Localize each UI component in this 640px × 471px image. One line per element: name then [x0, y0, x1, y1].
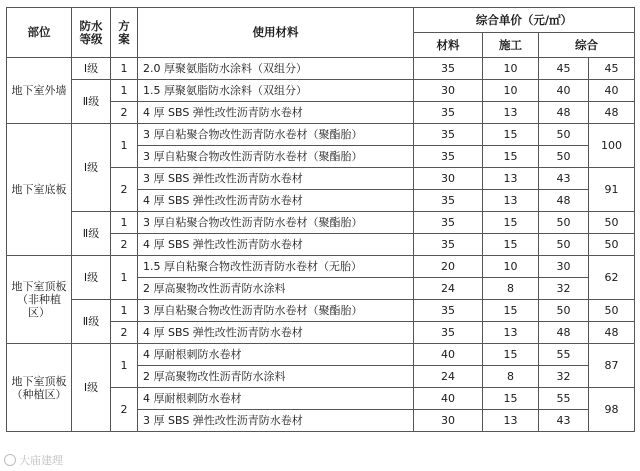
- grade-cell: Ⅰ级: [72, 344, 111, 432]
- labor-cell: 15: [483, 344, 539, 366]
- sum-cell: 48: [589, 102, 635, 124]
- table-row: [7, 80, 635, 102]
- grade-cell: Ⅱ级: [72, 212, 111, 256]
- scheme-cell: 2: [111, 102, 138, 124]
- total-cell: 50: [539, 234, 589, 256]
- total-cell: 50: [539, 124, 589, 146]
- scheme-cell: 2: [111, 322, 138, 344]
- total-cell: 55: [539, 388, 589, 410]
- total-cell: 48: [539, 322, 589, 344]
- material-cell: 3 厚 SBS 弹性改性沥青防水卷材: [138, 168, 414, 190]
- mat-cost-cell: 40: [414, 388, 483, 410]
- mat-cost-cell: 24: [414, 278, 483, 300]
- header-total: 综合: [539, 33, 635, 58]
- mat-cost-cell: 35: [414, 58, 483, 80]
- material-cell: 3 厚自粘聚合物改性沥青防水卷材（聚酯胎）: [138, 124, 414, 146]
- table-row: [7, 124, 635, 146]
- material-cell: 2.0 厚聚氨脂防水涂料（双组分）: [138, 58, 414, 80]
- mat-cost-cell: 24: [414, 366, 483, 388]
- waterproofing-price-table: [6, 7, 635, 432]
- material-cell: 2 厚高聚物改性沥青防水涂料: [138, 278, 414, 300]
- part-cell: 地下室顶板 （种植区）: [7, 344, 72, 432]
- labor-cell: 8: [483, 366, 539, 388]
- sum-cell: 91: [589, 168, 635, 212]
- material-cell: 4 厚耐根刺防水卷材: [138, 344, 414, 366]
- material-cell: 3 厚自粘聚合物改性沥青防水卷材（聚酯胎）: [138, 212, 414, 234]
- material-cell: 2 厚高聚物改性沥青防水涂料: [138, 366, 414, 388]
- material-cell: 4 厚 SBS 弹性改性沥青防水卷材: [138, 102, 414, 124]
- material-cell: 4 厚 SBS 弹性改性沥青防水卷材: [138, 190, 414, 212]
- mat-cost-cell: 35: [414, 146, 483, 168]
- sum-cell: 50: [589, 300, 635, 322]
- mat-cost-cell: 35: [414, 212, 483, 234]
- labor-cell: 10: [483, 58, 539, 80]
- header-scheme: 方 案: [111, 8, 138, 58]
- material-cell: 3 厚自粘聚合物改性沥青防水卷材（聚酯胎）: [138, 300, 414, 322]
- mat-cost-cell: 30: [414, 80, 483, 102]
- total-cell: 30: [539, 256, 589, 278]
- scheme-cell: 1: [111, 300, 138, 322]
- sum-cell: 40: [589, 80, 635, 102]
- scheme-cell: 1: [111, 80, 138, 102]
- scheme-cell: 2: [111, 388, 138, 432]
- mat-cost-cell: 35: [414, 190, 483, 212]
- grade-cell: Ⅱ级: [72, 80, 111, 124]
- total-cell: 43: [539, 168, 589, 190]
- material-cell: 1.5 厚自粘聚合物改性沥青防水卷材（无胎）: [138, 256, 414, 278]
- material-cell: 1.5 厚聚氨脂防水涂料（双组分）: [138, 80, 414, 102]
- mat-cost-cell: 35: [414, 300, 483, 322]
- weibo-circle-icon: [4, 454, 16, 466]
- sum-cell: 50: [589, 234, 635, 256]
- table-row: [7, 344, 635, 366]
- labor-cell: 15: [483, 300, 539, 322]
- header-material: 使用材料: [138, 8, 414, 58]
- header-unit-price: 综合单价（元/㎡）: [414, 8, 635, 33]
- labor-cell: 13: [483, 168, 539, 190]
- grade-cell: Ⅰ级: [72, 124, 111, 212]
- total-cell: 40: [539, 80, 589, 102]
- sum-cell: 87: [589, 344, 635, 388]
- header-mat-cost: 材料: [414, 33, 483, 58]
- header-part: 部位: [7, 8, 72, 58]
- labor-cell: 15: [483, 146, 539, 168]
- sum-cell: 62: [589, 256, 635, 300]
- total-cell: 45: [539, 58, 589, 80]
- grade-cell: Ⅱ级: [72, 300, 111, 344]
- scheme-cell: 1: [111, 344, 138, 388]
- watermark: [4, 452, 63, 468]
- material-cell: 3 厚自粘聚合物改性沥青防水卷材（聚酯胎）: [138, 146, 414, 168]
- total-cell: 32: [539, 278, 589, 300]
- mat-cost-cell: 35: [414, 102, 483, 124]
- grade-cell: Ⅰ级: [72, 256, 111, 300]
- total-cell: 43: [539, 410, 589, 432]
- mat-cost-cell: 40: [414, 344, 483, 366]
- mat-cost-cell: 35: [414, 124, 483, 146]
- scheme-cell: 1: [111, 58, 138, 80]
- labor-cell: 13: [483, 102, 539, 124]
- sum-cell: 48: [589, 322, 635, 344]
- grade-cell: Ⅰ级: [72, 58, 111, 80]
- scheme-cell: 2: [111, 168, 138, 212]
- part-cell: 地下室顶板 （非种植 区）: [7, 256, 72, 344]
- total-cell: 50: [539, 146, 589, 168]
- scheme-cell: 1: [111, 212, 138, 234]
- part-cell: 地下室底板: [7, 124, 72, 256]
- material-cell: 3 厚 SBS 弹性改性沥青防水卷材: [138, 410, 414, 432]
- total-cell: 48: [539, 190, 589, 212]
- labor-cell: 8: [483, 278, 539, 300]
- labor-cell: 13: [483, 190, 539, 212]
- header-labor: 施工: [483, 33, 539, 58]
- mat-cost-cell: 30: [414, 410, 483, 432]
- header-row-top: [7, 8, 635, 33]
- sum-cell: 45: [589, 58, 635, 80]
- total-cell: 48: [539, 102, 589, 124]
- sum-cell: 98: [589, 388, 635, 432]
- sum-cell: 100: [589, 124, 635, 168]
- scheme-cell: 1: [111, 124, 138, 168]
- mat-cost-cell: 20: [414, 256, 483, 278]
- mat-cost-cell: 35: [414, 234, 483, 256]
- material-cell: 4 厚耐根刺防水卷材: [138, 388, 414, 410]
- labor-cell: 10: [483, 80, 539, 102]
- mat-cost-cell: 35: [414, 322, 483, 344]
- labor-cell: 13: [483, 322, 539, 344]
- table-row: [7, 300, 635, 322]
- part-cell: 地下室外墙: [7, 58, 72, 124]
- scheme-cell: 2: [111, 234, 138, 256]
- scheme-cell: 1: [111, 256, 138, 300]
- total-cell: 50: [539, 300, 589, 322]
- total-cell: 50: [539, 212, 589, 234]
- total-cell: 32: [539, 366, 589, 388]
- labor-cell: 13: [483, 410, 539, 432]
- mat-cost-cell: 30: [414, 168, 483, 190]
- table-row: [7, 256, 635, 278]
- header-grade: 防水 等级: [72, 8, 111, 58]
- watermark-text: 大庙建理: [19, 454, 63, 467]
- sum-cell: 50: [589, 212, 635, 234]
- material-cell: 4 厚 SBS 弹性改性沥青防水卷材: [138, 322, 414, 344]
- labor-cell: 10: [483, 256, 539, 278]
- labor-cell: 15: [483, 212, 539, 234]
- labor-cell: 15: [483, 124, 539, 146]
- material-cell: 4 厚 SBS 弹性改性沥青防水卷材: [138, 234, 414, 256]
- labor-cell: 15: [483, 388, 539, 410]
- table-row: [7, 58, 635, 80]
- total-cell: 55: [539, 344, 589, 366]
- table-row: [7, 212, 635, 234]
- labor-cell: 15: [483, 234, 539, 256]
